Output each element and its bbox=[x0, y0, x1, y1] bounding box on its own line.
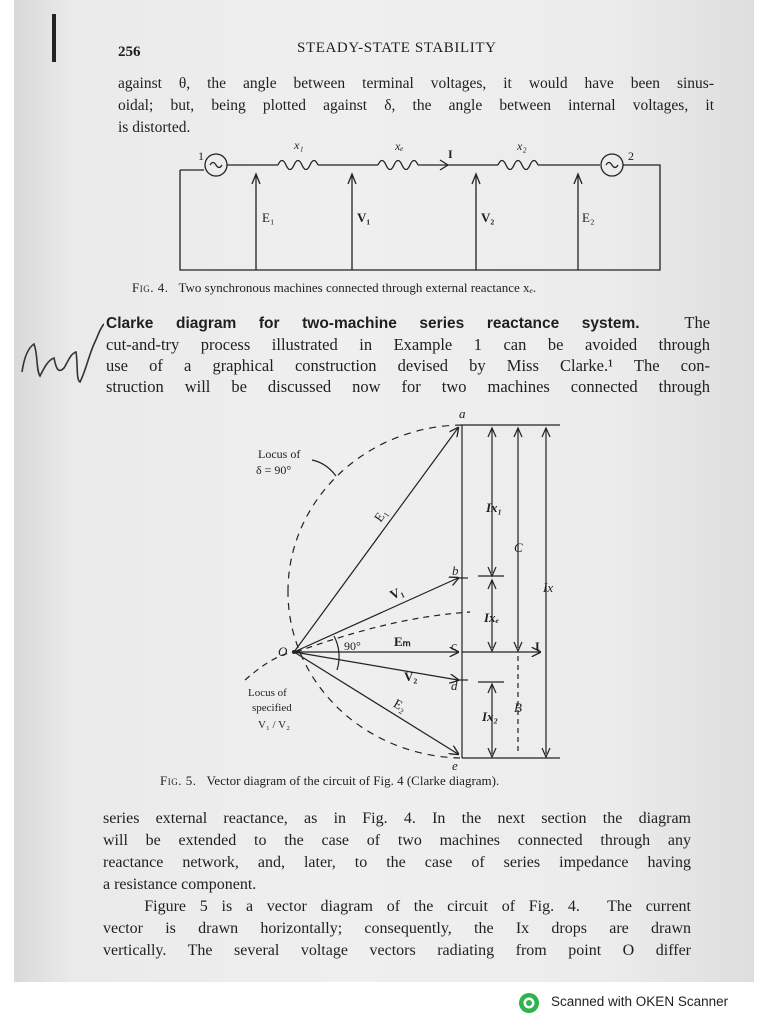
V1-label: V₁ bbox=[357, 210, 371, 225]
node-1-label: 1 bbox=[198, 149, 204, 163]
vector-V2-label: V₂ bbox=[404, 669, 418, 684]
page-number: 256 bbox=[118, 44, 141, 60]
text-line: will be extended to the case of two machines connected through any bbox=[103, 832, 691, 849]
caption-text: Vector diagram of the circuit of Fig. 4 (Clarke diagram). bbox=[206, 773, 500, 788]
text-line: series external reactance, as in Fig. 4. In the next section the diagram bbox=[103, 810, 691, 827]
node-2-label: 2 bbox=[628, 149, 634, 163]
point-b-label: b bbox=[452, 563, 459, 578]
figure-5-caption bbox=[160, 773, 499, 789]
ix2-label: Ix₂ bbox=[482, 709, 499, 724]
V2-label: V₂ bbox=[481, 210, 495, 225]
heading-tail: The bbox=[684, 313, 711, 332]
x1-label: x₁ bbox=[294, 138, 304, 152]
E1-label: E₁ bbox=[262, 210, 275, 225]
text-line: Figure 5 is a vector diagram of the circuit of Fig. 4. The current bbox=[103, 898, 691, 915]
locus-v-label-3: V₁ / V₂ bbox=[258, 719, 290, 731]
scanner-footer bbox=[0, 982, 768, 1024]
text-line: is distorted. bbox=[118, 119, 191, 136]
ix-dimension-label: Ix bbox=[543, 580, 554, 595]
handwritten-text: Imp bbox=[14, 318, 16, 319]
xe-label: xₑ bbox=[395, 139, 404, 153]
angle-label: 90° bbox=[344, 639, 361, 653]
current-vector-label: I bbox=[535, 639, 540, 653]
text-line: a resistance component. bbox=[103, 876, 257, 893]
text-line: vector is drawn horizontally; consequently, the Ix drops are drawn bbox=[103, 920, 691, 937]
ixe-label: Ixₑ bbox=[484, 610, 500, 625]
locus-v-label-2: specified bbox=[252, 702, 292, 714]
text-line: oidal; but, being plotted against δ, the angle between internal voltages, it bbox=[118, 97, 714, 114]
vector-E2-label: E₂ bbox=[391, 695, 410, 715]
oken-logo-icon bbox=[518, 992, 540, 1014]
vector-V1-label: V₁ bbox=[387, 583, 406, 603]
vector-Em-label: Eₘ bbox=[394, 634, 411, 649]
x2-label: x₂ bbox=[517, 139, 527, 153]
paragraph-body bbox=[103, 808, 691, 962]
locus-v-label-1: Locus of bbox=[248, 687, 287, 699]
ix1-label: Ix₁ bbox=[486, 500, 503, 515]
E2-label: E₂ bbox=[582, 210, 595, 225]
c-dimension-label: C bbox=[514, 540, 523, 555]
text-line: reactance network, and, later, to the case of series impedance having bbox=[103, 854, 691, 871]
text-line: cut-and-try process illustrated in Example 1 can be avoided through bbox=[106, 335, 710, 354]
text-line: use of a graphical construction devised by Miss Clarke.¹ The con- bbox=[106, 356, 710, 375]
vector-E1-label: E₁ bbox=[370, 505, 391, 525]
section-heading: Clarke diagram for two-machine series reactance system. bbox=[106, 315, 640, 332]
caption-label: Fig. 4. bbox=[132, 280, 169, 295]
point-a-label: a bbox=[459, 406, 466, 421]
text-line: vertically. The several voltage vectors radiating from point O differ bbox=[103, 942, 691, 959]
point-c-label: c bbox=[451, 638, 457, 653]
locus-delta-label: Locus of bbox=[258, 447, 301, 461]
current-label: I bbox=[448, 147, 453, 161]
origin-label: O bbox=[278, 644, 288, 659]
caption-text: Two synchronous machines connected through external reactance xₑ. bbox=[178, 280, 537, 295]
caption-label: Fig. 5. bbox=[160, 773, 197, 788]
scanner-watermark-text: Scanned with OKEN Scanner bbox=[551, 994, 729, 1009]
b-dimension-label: B bbox=[514, 700, 522, 715]
point-d-label: d bbox=[451, 678, 458, 693]
running-title: STEADY-STATE STABILITY bbox=[297, 40, 497, 56]
text-line: struction will be discussed now for two machines connected through bbox=[106, 377, 710, 396]
point-e-label: e bbox=[452, 758, 458, 773]
text-line: against θ, the angle between terminal voltages, it would have been sinus- bbox=[118, 75, 714, 92]
locus-delta-value: δ = 90° bbox=[256, 463, 292, 477]
